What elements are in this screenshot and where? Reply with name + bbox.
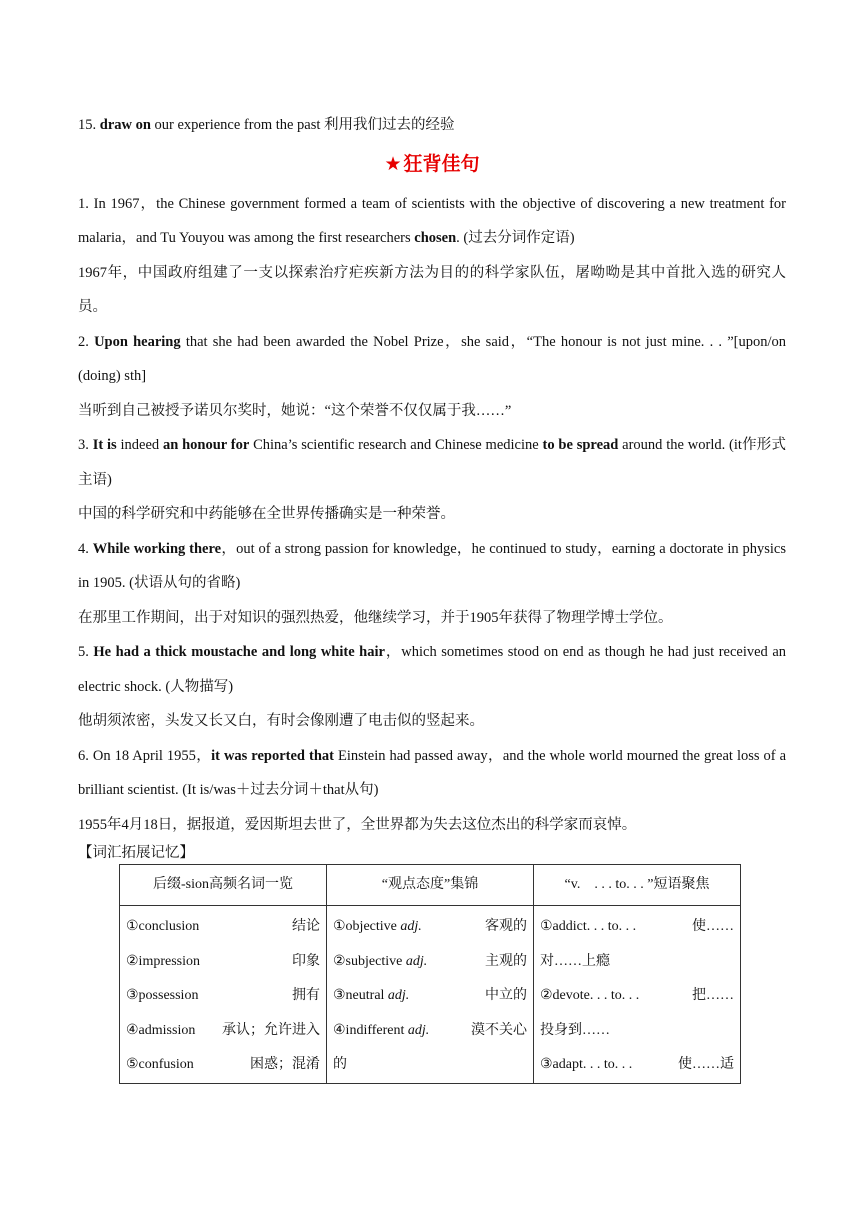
vocab-entry [126, 1048, 320, 1083]
vocab-entry [540, 945, 734, 980]
sentence-text: China’s scientific research and Chinese medicine [249, 437, 543, 453]
sentence-text: Einstein had passed away，and the whole world mourned the great loss of a brilliant scientist. (It is/was＋过去分词＋that从句) [78, 747, 787, 798]
bold-phrase: chosen [414, 230, 457, 246]
part-of-speech: adj. [387, 988, 410, 1003]
vocab-term: ①objective adj. [333, 919, 422, 934]
vocab-term: ①conclusion [126, 919, 200, 934]
bold-phrase: While working there [92, 540, 222, 557]
vocab-meaning: 把…… [692, 988, 734, 1003]
vocab-entry [333, 979, 527, 1014]
bold-phrase: He had a thick moustache and long white hair [93, 644, 385, 660]
table-header-row [120, 865, 741, 906]
vocab-term: 对……上瘾 [540, 953, 610, 969]
vocab-meaning: 使……适 [678, 1057, 734, 1072]
sentence-number: 3. [78, 437, 93, 453]
sentence-text: that she had been awarded the Nobel Prize，she said，“The honour is not just mine. . . ”[upon/on (doing) sth] [78, 333, 787, 384]
part-of-speech: adj. [400, 919, 422, 934]
sentence-zh: 1955年4月18日，据报道，爱因斯坦去世了，全世界都为失去这位杰出的科学家而哀悼。 [78, 816, 637, 833]
vocab-entry [540, 1014, 734, 1049]
sentence-number: 5. [78, 644, 94, 660]
sentence-en [78, 187, 786, 256]
table-header: “观点态度”集锦 [327, 865, 534, 906]
vocab-term: 投身到…… [540, 1022, 610, 1038]
vocab-meaning: 承认；允许进入 [222, 1022, 320, 1038]
bold-phrase: an honour for [162, 437, 250, 453]
sentence-text: ，out of a strong passion for knowledge，he continued to study，earning a doctorate in physics in 1905. (状语从句的省略) [78, 540, 787, 591]
vocab-meaning: 中立的 [485, 988, 527, 1003]
bold-phrase: it was reported that [211, 747, 334, 764]
sentence-text: around the world. (it作形式主语) [78, 437, 786, 488]
bold-phrase: Upon hearing [94, 333, 181, 350]
sentence-text: indeed [116, 437, 163, 453]
part-of-speech: adj. [405, 953, 428, 969]
sentence-text: In 1967，the Chinese government formed a team of scientists with the objective of discovering a new treatment for malaria，and Tu Youyou was among the first researchers [78, 195, 787, 246]
sentence-number: 6. [78, 747, 93, 764]
vocab-meaning: 客观的 [485, 919, 527, 934]
phrase-rest: our experience from the past 利用我们过去的经验 [150, 117, 455, 133]
vocab-entry [540, 910, 734, 945]
vocab-term: ③adapt. . . to. . . [540, 1057, 633, 1072]
vocab-meaning: 使…… [692, 919, 734, 934]
vocab-term: ②impression [126, 953, 200, 969]
sentence-number: 4. [78, 540, 93, 557]
item-number: 15. [78, 117, 100, 133]
vocab-term: ②devote. . . to. . . [540, 988, 640, 1003]
sentence-en [78, 325, 786, 394]
sentence-zh: 他胡须浓密，头发又长又白，有时会像刚遭了电击似的竖起来。 [78, 713, 484, 729]
sentence-number: 1. [78, 195, 94, 212]
section-heading [78, 147, 786, 181]
vocab-term: ③neutral adj. [333, 988, 410, 1003]
sentence-number: 2. [78, 333, 95, 350]
sentence-text: On 18 April 1955， [92, 747, 212, 764]
table-cell-attitude-words [327, 906, 534, 1084]
sentence-en [78, 532, 786, 601]
sentence-en [78, 428, 786, 497]
sentence-text: ，which sometimes stood on end as though he had just received an electric shock. (人物描写) [78, 644, 787, 695]
sentence-zh: 1967年，中国政府组建了一支以探索治疗疟疾新方法为目的的科学家队伍，屠呦呦是其中首批入选的研究人员。 [78, 264, 786, 315]
sentence-zh: 在那里工作期间，出于对知识的强烈热爱，他继续学习，并于1905年获得了物理学博士学位。 [78, 609, 673, 626]
vocab-term: ④indifferent adj. [333, 1022, 430, 1038]
vocab-entry [540, 979, 734, 1014]
vocab-term: ③possession [126, 988, 199, 1003]
vocab-term: ④admission [126, 1022, 196, 1038]
vocab-meaning: 印象 [292, 953, 320, 969]
document-page [78, 108, 786, 1084]
vocab-meaning: 主观的 [485, 953, 527, 969]
vocab-meaning: 困惑；混淆 [250, 1057, 320, 1072]
vocab-meaning: 结论 [292, 919, 320, 934]
sentence-text: . (过去分词作定语) [456, 230, 575, 246]
table-header: 后缀-sion高频名词一览 [120, 865, 327, 906]
vocab-meaning: 漠不关心 [471, 1022, 527, 1038]
vocab-entry [333, 910, 527, 945]
table-row [120, 906, 741, 1084]
vocab-entry [540, 1048, 734, 1083]
sentence-en [78, 635, 786, 704]
section-heading-text: 狂背佳句 [403, 152, 480, 175]
vocab-entry [333, 1014, 527, 1049]
star-icon: ★ [384, 152, 402, 175]
vocab-meaning: 拥有 [292, 988, 320, 1003]
vocab-entry [333, 945, 527, 980]
bold-phrase: It is [92, 437, 117, 453]
sentence-list [78, 187, 786, 843]
vocab-entry [333, 1048, 527, 1083]
phrase-line-15 [78, 108, 786, 143]
sentence-zh: 当听到自己被授予诺贝尔奖时，她说：“这个荣誉不仅仅属于我……” [78, 402, 512, 419]
sentence-zh: 中国的科学研究和中药能够在全世界传播确实是一种荣誉。 [78, 506, 455, 522]
vocab-term: ②subjective adj. [333, 953, 428, 969]
sentence-en [78, 739, 786, 808]
part-of-speech: adj. [407, 1022, 430, 1038]
vocab-entry [126, 910, 320, 945]
vocab-table [119, 864, 741, 1084]
vocab-term: ⑤confusion [126, 1057, 194, 1072]
table-cell-sion-nouns [120, 906, 327, 1084]
table-header: “v. . . . to. . . ”短语聚焦 [534, 865, 741, 906]
vocab-entry [126, 979, 320, 1014]
bold-phrase: draw on [99, 117, 151, 133]
vocab-entry [126, 1014, 320, 1049]
vocab-term: ①addict. . . to. . . [540, 919, 637, 934]
bold-phrase: to be spread [542, 437, 619, 453]
vocab-entry [126, 945, 320, 980]
vocab-term: 的 [333, 1057, 347, 1072]
vocab-title: 【词汇拓展记忆】 [78, 845, 194, 861]
table-cell-verb-phrases [534, 906, 741, 1084]
